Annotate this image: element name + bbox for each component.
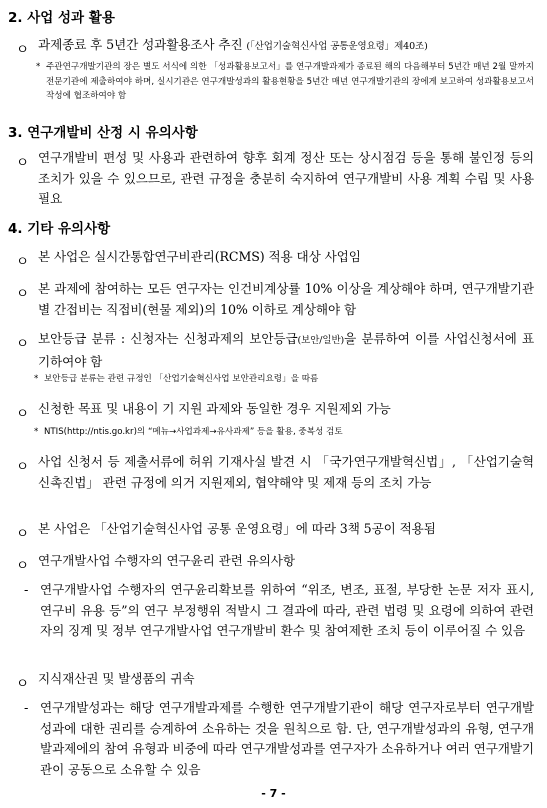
asterisk-icon: * [36, 62, 41, 72]
s4-item-3-text-c: 을 분류하여 이를 사업신청서에 표기하여야 함 [38, 331, 535, 369]
section-3-heading: 3. 연구개발비 산정 시 유의사항 [8, 125, 198, 141]
bullet-icon: ㅇ [16, 254, 30, 270]
s4-item-4-note-text: NTIS(http://ntis.go.kr)의 “메뉴→사업과제→유사과제” 등을 활용, 중복성 검토 [44, 427, 343, 437]
s4-item-4-note [34, 425, 534, 440]
s2-note [36, 60, 534, 104]
asterisk-icon: * [34, 427, 39, 437]
s4-item-8: 지식재산권 및 발생품의 귀속 [38, 671, 195, 686]
s4-item-3-note-text: 보안등급 분류는 관련 규정인 「산업기술혁신사업 보안관리요령」을 따름 [44, 374, 319, 384]
bullet-icon: ㅇ [16, 526, 30, 542]
s4-item-3-text-b: (보안/일반) [297, 335, 345, 346]
s4-item-7: 연구개발사업 수행자의 연구윤리 관련 유의사항 [38, 553, 295, 568]
s2-item-1-text: 과제종료 후 5년간 성과활용조사 추진 [38, 37, 243, 52]
bullet-icon: ㅇ [16, 459, 30, 475]
section-2-heading: 2. 사업 성과 활용 [8, 10, 115, 26]
s4-item-3-note [34, 372, 534, 387]
s4-item-2: 본 과제에 참여하는 모든 연구자는 인건비계상률 10% 이상을 계상해야 하며, 연구개발기관별 간접비는 직접비(현물 제외)의 10% 이하로 계상해야 함 [38, 281, 534, 317]
asterisk-icon: * [34, 374, 39, 384]
s3-item-1: 연구개발비 편성 및 사용과 관련하여 향후 회계 정산 또는 상시점검 등을 통해 불인정 등의 조치가 있을 수 있으므로, 관련 규정을 충분히 숙지하여 연구개발비 사용 계획 수립 및 사용 필요 [38, 150, 534, 206]
page-number: - 7 - [261, 787, 286, 800]
s4-item-6: 본 사업은 「산업기술혁신사업 공통 운영요령」에 따라 3책 5공이 적용됨 [38, 521, 436, 536]
s4-item-3 [38, 329, 534, 372]
s4-item-1: 본 사업은 실시간통합연구비관리(RCMS) 적용 대상 사업임 [38, 249, 361, 264]
bullet-icon: ㅇ [16, 558, 30, 574]
s4-item-5: 사업 신청서 등 제출서류에 허위 기재사실 발견 시 「국가연구개발혁신법」, 「산업기술혁신촉진법」 관련 규정에 의거 지원제외, 협약해약 및 제재 등의 조치 가능 [38, 454, 534, 490]
section-4-heading: 4. 기타 유의사항 [8, 221, 111, 237]
s4-item-4: 신청한 목표 및 내용이 기 지원 과제와 동일한 경우 지원제외 가능 [38, 401, 391, 416]
s4-item-3-text-a: 보안등급 분류 : 신청자는 신청과제의 보안등급 [38, 331, 298, 346]
s4-item-7-detail: 연구개발사업 수행자의 연구윤리확보를 위하여 “위조, 변조, 표절, 부당한 논문 저자 표시, 연구비 유용 등”의 연구 부정행위 적발시 그 결과에 따라, 관련 법령 및 요령에 의하여 관련자의 징계 및 정부 연구개발사업 연구개발비 환수 및 참여제한 조치 등이 이루어질 수 있음 [40, 582, 534, 638]
bullet-icon: ㅇ [16, 286, 30, 302]
s2-item-1-ref: (「산업기술혁신사업 공통운영요령」제40조) [246, 41, 428, 52]
s2-item-1 [38, 35, 534, 58]
s4-item-8-detail: 연구개발성과는 해당 연구개발과제를 수행한 연구개발기관이 해당 연구자로부터 연구개발성과에 대한 권리를 승계하여 소유하는 것을 원칙으로 함. 단, 연구개발성과의 유형, 연구개발과제에의 참여 유형과 비중에 따라 연구개발성과를 연구자가 소유하거나 여러 연구개발기관이 공동으로 소유할 수 있음 [40, 700, 534, 777]
dash-icon: - [24, 701, 29, 716]
bullet-icon: ㅇ [16, 336, 30, 352]
bullet-icon: ㅇ [16, 406, 30, 422]
bullet-icon: ㅇ [16, 676, 30, 692]
s2-note-text: 주관연구개발기관의 장은 별도 서식에 의한 「성과활용보고서」를 연구개발과제가 종료된 해의 다음해부터 5년간 매년 2월 말까지 전문기관에 제출하여야 하며, 실시기관은 연구개발성과의 활용현황을 5년간 매년 연구개발기관의 장에게 보고하여 성과활용보고서 작성에 협조하여야 함 [46, 62, 534, 101]
bullet-icon: ㅇ [16, 42, 30, 58]
dash-icon: - [24, 583, 29, 598]
bullet-icon: ㅇ [16, 155, 30, 171]
